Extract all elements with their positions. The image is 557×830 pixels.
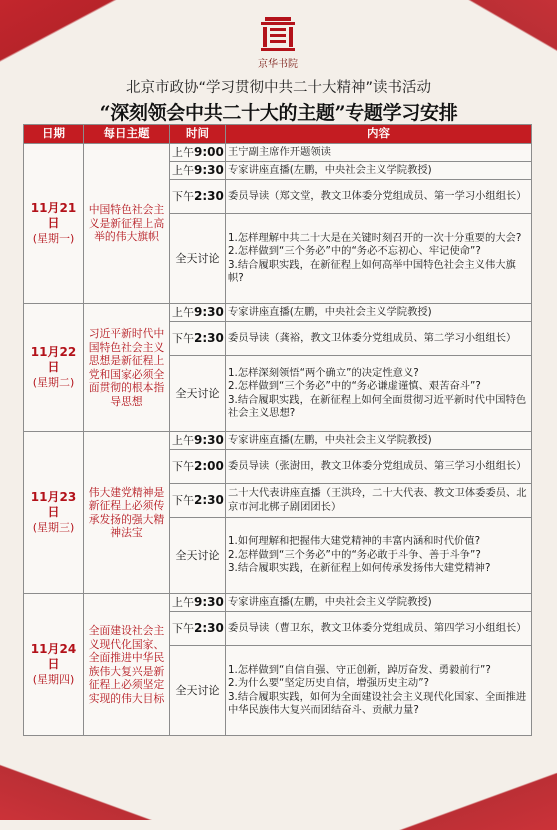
table-row bbox=[24, 304, 532, 322]
time-cell: 全天讨论 bbox=[170, 646, 226, 736]
content-cell: 委员导读（张澍田，教文卫体委分党组成员、第三学习小组组长） bbox=[226, 450, 532, 484]
weekday-label: (星期四) bbox=[32, 673, 75, 686]
theme-cell: 中国特色社会主义是新征程上高举的伟大旗帜 bbox=[84, 144, 170, 304]
content-cell bbox=[226, 646, 532, 736]
time-cell: 下午2:30 bbox=[170, 612, 226, 646]
time-cell: 下午2:00 bbox=[170, 450, 226, 484]
theme-cell: 习近平新时代中国特色社会主义思想是新征程上党和国家必须全面贯彻的根本指导思想 bbox=[84, 304, 170, 432]
date-cell bbox=[24, 304, 84, 432]
discussion-question: 1.怎样做到“自信自强、守正创新，踔厉奋发、勇毅前行”? bbox=[228, 663, 491, 676]
content-cell: 委员导读（曹卫东，教文卫体委分党组成员、第四学习小组组长） bbox=[226, 612, 532, 646]
time-cell: 上午9:30 bbox=[170, 162, 226, 180]
weekday-label: (星期一) bbox=[32, 232, 75, 245]
time-cell: 全天讨论 bbox=[170, 356, 226, 432]
weekday-label: (星期二) bbox=[32, 376, 75, 389]
brand-logo bbox=[258, 14, 298, 70]
discussion-question: 1.怎样理解中共二十大是在关键时刻召开的一次十分重要的大会? bbox=[228, 231, 522, 244]
content-cell: 委员导读（龚裕，教文卫体委分党组成员、第二学习小组组长） bbox=[226, 322, 532, 356]
table-row bbox=[24, 432, 532, 450]
table-header-row bbox=[24, 125, 532, 144]
time-cell: 下午2:30 bbox=[170, 322, 226, 356]
date-label: 11月21日 bbox=[30, 201, 77, 230]
discussion-question: 3.结合履职实践，如何为全面建设社会主义现代化国家、全面推进中华民族伟大复兴而团结奋斗、贡献力量? bbox=[228, 690, 527, 716]
decor-ribbon-bottom-right bbox=[357, 760, 557, 830]
theme-cell: 全面建设社会主义现代化国家、全面推进中华民族伟大复兴是新征程上必须坚定实现的伟大目标 bbox=[84, 594, 170, 736]
content-cell: 委员导读（郑文堂，教文卫体委分党组成员、第一学习小组组长） bbox=[226, 180, 532, 214]
discussion-question: 3.结合履职实践，在新征程上如何全面贯彻习近平新时代中国特色社会主义思想? bbox=[228, 393, 527, 419]
theme-cell: 伟大建党精神是新征程上必须传承发扬的强大精神法宝 bbox=[84, 432, 170, 594]
content-cell: 专家讲座直播(左鹏，中央社会主义学院教授) bbox=[226, 594, 532, 612]
time-cell: 全天讨论 bbox=[170, 518, 226, 594]
page-title: “深刻领会中共二十大的主题”专题学习安排 bbox=[99, 102, 458, 124]
content-cell: 专家讲座直播(左鹏，中央社会主义学院教授) bbox=[226, 432, 532, 450]
date-label: 11月22日 bbox=[30, 345, 77, 374]
discussion-question: 1.如何理解和把握伟大建党精神的丰富内涵和时代价值? bbox=[228, 535, 481, 548]
decor-ribbon-top-right bbox=[361, 0, 557, 82]
column-header-content: 内容 bbox=[226, 125, 532, 144]
schedule-table bbox=[23, 124, 532, 736]
discussion-question: 2.怎样做到“三个务必”中的“务必谦虚谨慎、艰苦奋斗”? bbox=[228, 380, 481, 392]
date-cell bbox=[24, 144, 84, 304]
time-cell: 上午9:30 bbox=[170, 594, 226, 612]
date-cell bbox=[24, 594, 84, 736]
weekday-label: (星期三) bbox=[32, 521, 75, 534]
content-cell: 二十大代表讲座直播（王洪玲，二十大代表、教文卫体委委员、北京市河北梆子剧团团长） bbox=[226, 484, 532, 518]
content-cell bbox=[226, 518, 532, 594]
discussion-question: 2.怎样做到“三个务必”中的“务必敢于斗争、善于斗争”? bbox=[228, 548, 481, 561]
decor-ribbon-bottom-left bbox=[0, 740, 160, 820]
date-label: 11月23日 bbox=[30, 490, 77, 519]
content-cell: 王宁副主席作开题领读 bbox=[226, 144, 532, 162]
content-cell: 专家讲座直播(左鹏，中央社会主义学院教授) bbox=[226, 304, 532, 322]
discussion-question: 2.为什么要“坚定历史自信，增强历史主动”? bbox=[228, 677, 430, 689]
content-cell bbox=[226, 356, 532, 432]
discussion-question: 2.怎样做到“三个务必”中的“务必不忘初心、牢记使命”? bbox=[228, 245, 481, 257]
table-row bbox=[24, 594, 532, 612]
date-cell bbox=[24, 432, 84, 594]
content-cell: 专家讲座直播(左鹏，中央社会主义学院教授) bbox=[226, 162, 532, 180]
discussion-question: 3.结合履职实践，在新征程上如何传承发扬伟大建党精神? bbox=[228, 562, 491, 575]
table-row bbox=[24, 144, 532, 162]
time-cell: 上午9:30 bbox=[170, 304, 226, 322]
time-cell: 下午2:30 bbox=[170, 180, 226, 214]
time-cell: 上午9:00 bbox=[170, 144, 226, 162]
date-label: 11月24日 bbox=[30, 642, 77, 671]
time-cell: 全天讨论 bbox=[170, 214, 226, 304]
page-subtitle: 北京市政协“学习贯彻中共二十大精神”读书活动 bbox=[125, 80, 432, 96]
column-header-date: 日期 bbox=[24, 125, 84, 144]
discussion-question: 1.怎样深刻领悟“两个确立”的决定性意义? bbox=[228, 366, 419, 379]
content-cell bbox=[226, 214, 532, 304]
column-header-time: 时间 bbox=[170, 125, 226, 144]
time-cell: 下午2:30 bbox=[170, 484, 226, 518]
discussion-question: 3.结合履职实践，在新征程上如何高举中国特色社会主义伟大旗帜? bbox=[228, 258, 516, 284]
seal-icon bbox=[259, 14, 297, 52]
time-cell: 上午9:30 bbox=[170, 432, 226, 450]
column-header-theme: 每日主题 bbox=[84, 125, 170, 144]
brand-name: 京华书院 bbox=[258, 59, 298, 70]
